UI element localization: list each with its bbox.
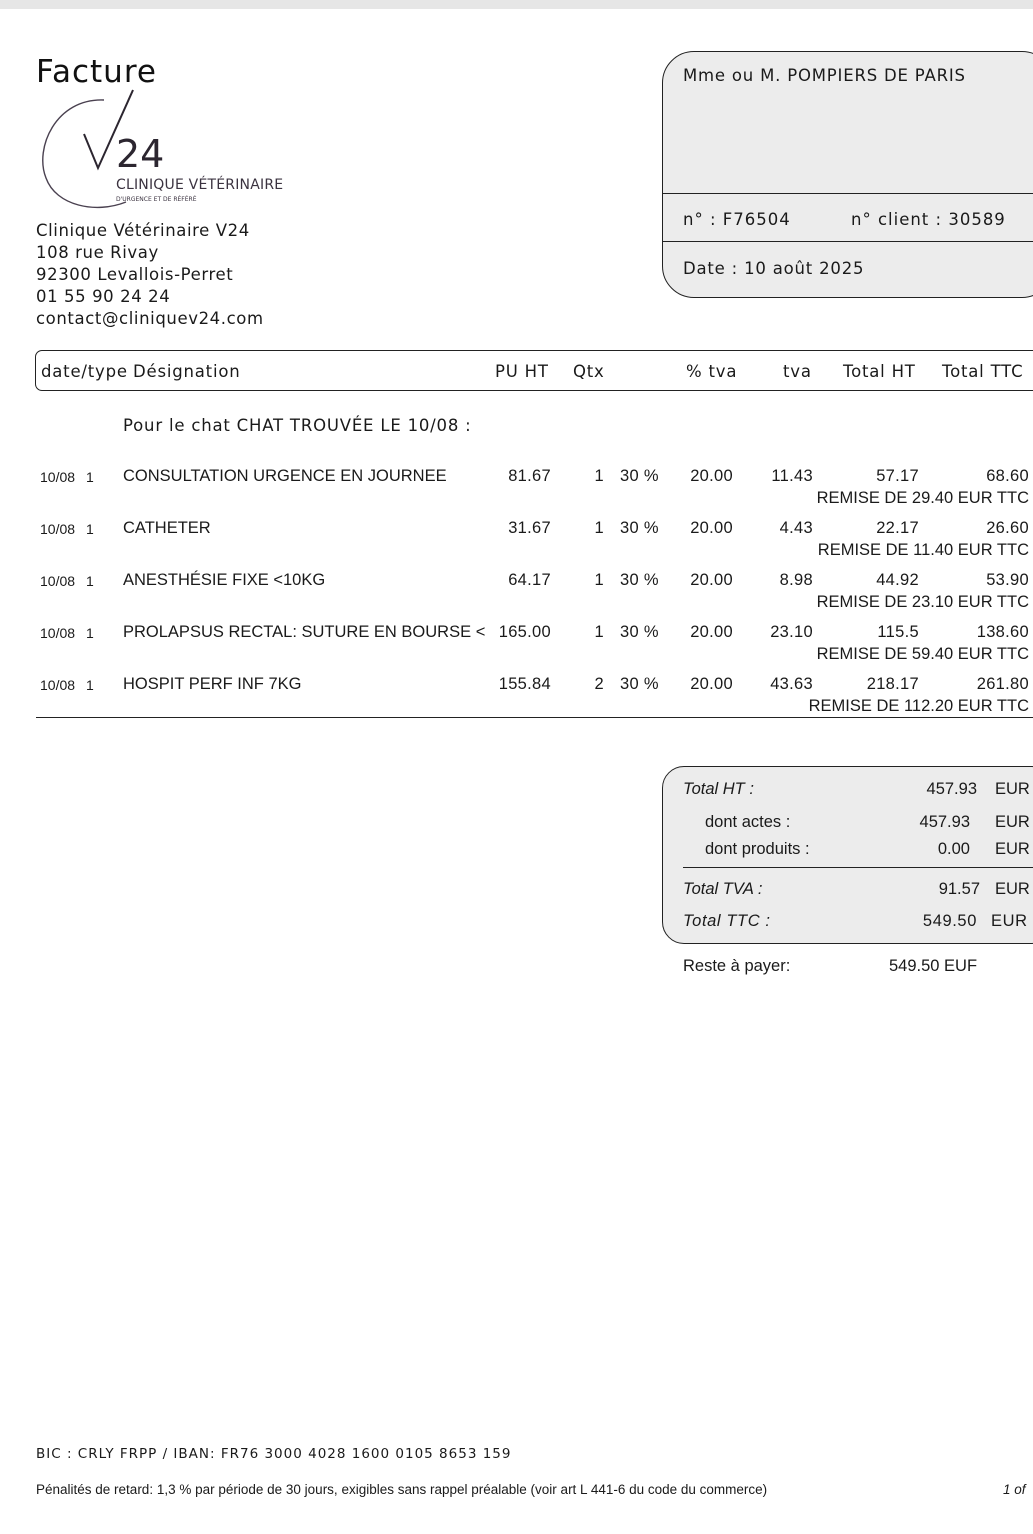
- table-bottom-rule: [36, 717, 1033, 718]
- totals-box: [662, 766, 1033, 944]
- row-discount-pct: 30 %: [620, 623, 659, 641]
- client-number: n° client : 30589: [851, 210, 1006, 229]
- invoice-date: Date : 10 août 2025: [683, 259, 865, 278]
- page-number: 1 of: [1003, 1482, 1026, 1497]
- row-designation: HOSPIT PERF INF 7KG: [123, 675, 302, 693]
- logo-graphic: [36, 88, 286, 212]
- clinic-city: 92300 Levallois-Perret: [36, 265, 234, 284]
- total-ht-label: Total HT :: [683, 780, 754, 798]
- row-discount-note: REMISE DE 23.10 EUR TTC: [816, 593, 1029, 611]
- row-pct-tva: 20.00: [690, 467, 733, 485]
- header-pu-ht: PU HT: [495, 362, 549, 381]
- row-qty: 1: [594, 623, 604, 641]
- row-total-ttc: 53.90: [986, 571, 1029, 589]
- currency: EUR: [995, 813, 1030, 831]
- row-type: 1: [86, 573, 94, 589]
- row-discount-note: REMISE DE 11.40 EUR TTC: [817, 541, 1029, 559]
- svg-text:CLINIQUE VÉTÉRINAIRE: CLINIQUE VÉTÉRINAIRE: [116, 177, 284, 193]
- row-pct-tva: 20.00: [690, 623, 733, 641]
- client-box: [662, 51, 1033, 298]
- row-total-ht: 57.17: [876, 467, 919, 485]
- row-tva: 23.10: [770, 623, 813, 641]
- invoice-number: n° : F76504: [683, 210, 791, 229]
- row-total-ht: 22.17: [876, 519, 919, 537]
- row-designation: PROLAPSUS RECTAL: SUTURE EN BOURSE <: [123, 623, 486, 641]
- row-date: 10/08: [40, 469, 76, 485]
- divider: [683, 867, 1033, 868]
- currency: EUR: [995, 880, 1030, 898]
- row-tva: 4.43: [779, 519, 813, 537]
- row-discount-pct: 30 %: [620, 675, 659, 693]
- row-date: 10/08: [40, 677, 76, 693]
- top-bar: [0, 0, 1033, 9]
- row-discount-pct: 30 %: [620, 519, 659, 537]
- header-total-ht: Total HT: [843, 362, 916, 381]
- row-pct-tva: 20.00: [690, 571, 733, 589]
- row-date: 10/08: [40, 521, 76, 537]
- clinic-name: Clinique Vétérinaire V24: [36, 221, 250, 240]
- row-tva: 11.43: [771, 467, 813, 485]
- produits-value: 0.00: [937, 840, 970, 858]
- svg-text:D'URGENCE ET DE RÉFÉRÉ: D'URGENCE ET DE RÉFÉRÉ: [116, 196, 197, 203]
- divider: [663, 241, 1033, 242]
- row-total-ht: 115.5: [877, 623, 919, 641]
- total-ht-value: 457.93: [926, 780, 977, 798]
- clinic-phone: 01 55 90 24 24: [36, 287, 171, 306]
- row-type: 1: [86, 521, 94, 537]
- row-pu-ht: 81.67: [508, 467, 551, 485]
- row-total-ttc: 68.60: [986, 467, 1029, 485]
- currency: EUR: [995, 840, 1030, 858]
- actes-label: dont actes :: [705, 813, 791, 831]
- header-pct-tva: % tva: [686, 362, 738, 381]
- row-pu-ht: 31.67: [508, 519, 551, 537]
- row-discount-note: REMISE DE 29.40 EUR TTC: [816, 489, 1029, 507]
- row-date: 10/08: [40, 573, 76, 589]
- row-type: 1: [86, 677, 94, 693]
- divider: [663, 193, 1033, 194]
- row-tva: 8.98: [779, 571, 813, 589]
- clinic-address: [36, 220, 264, 330]
- row-total-ht: 218.17: [866, 675, 919, 693]
- row-pct-tva: 20.00: [690, 675, 733, 693]
- row-qty: 1: [594, 467, 604, 485]
- clinic-email: contact@cliniquev24.com: [36, 309, 264, 328]
- row-discount-note: REMISE DE 112.20 EUR TTC: [808, 697, 1029, 715]
- row-discount-pct: 30 %: [620, 571, 659, 589]
- balance-value: 549.50 EUF: [889, 957, 978, 975]
- row-total-ht: 44.92: [876, 571, 919, 589]
- header-date-type: date/type: [41, 362, 128, 381]
- row-pu-ht: 155.84: [498, 675, 551, 693]
- header-qty: Qtx: [573, 362, 605, 381]
- row-discount-pct: 30 %: [620, 467, 659, 485]
- row-total-ttc: 261.80: [976, 675, 1029, 693]
- svg-text:24: 24: [116, 132, 165, 176]
- row-designation: ANESTHÉSIE FIXE <10KG: [123, 571, 326, 589]
- bank-details: BIC : CRLY FRPP / IBAN: FR76 3000 4028 1600 0105 8653 159: [36, 1446, 512, 1462]
- header-total-ttc: Total TTC: [942, 362, 1024, 381]
- row-pu-ht: 165.00: [498, 623, 551, 641]
- header-tva: tva: [783, 362, 812, 381]
- row-qty: 2: [594, 675, 604, 693]
- row-type: 1: [86, 469, 94, 485]
- row-type: 1: [86, 625, 94, 641]
- row-pct-tva: 20.00: [690, 519, 733, 537]
- row-total-ttc: 26.60: [986, 519, 1029, 537]
- document-title: Facture: [36, 54, 157, 90]
- row-date: 10/08: [40, 625, 76, 641]
- row-qty: 1: [594, 519, 604, 537]
- total-ttc-value: 549.50: [922, 912, 977, 930]
- total-ttc-label: Total TTC :: [683, 912, 771, 930]
- row-qty: 1: [594, 571, 604, 589]
- late-penalties: Pénalités de retard: 1,3 % par période de 30 jours, exigibles sans rappel préalable (voir art L 441-6 du code du commerce): [36, 1482, 768, 1497]
- actes-value: 457.93: [919, 813, 970, 831]
- header-designation: Désignation: [133, 362, 241, 381]
- currency: EUR: [991, 912, 1028, 930]
- clinic-logo: [36, 88, 286, 212]
- client-name: Mme ou M. POMPIERS DE PARIS: [683, 66, 966, 85]
- patient-intro: Pour le chat CHAT TROUVÉE LE 10/08 :: [123, 416, 472, 435]
- row-designation: CONSULTATION URGENCE EN JOURNEE: [123, 467, 447, 485]
- produits-label: dont produits :: [705, 840, 810, 858]
- row-designation: CATHETER: [123, 519, 211, 537]
- total-tva-label: Total TVA :: [683, 880, 763, 898]
- row-total-ttc: 138.60: [976, 623, 1029, 641]
- balance-label: Reste à payer:: [683, 957, 791, 975]
- currency: EUR: [995, 780, 1030, 798]
- clinic-street: 108 rue Rivay: [36, 243, 159, 262]
- row-pu-ht: 64.17: [508, 571, 551, 589]
- total-tva-value: 91.57: [938, 880, 980, 898]
- row-discount-note: REMISE DE 59.40 EUR TTC: [816, 645, 1029, 663]
- row-tva: 43.63: [770, 675, 813, 693]
